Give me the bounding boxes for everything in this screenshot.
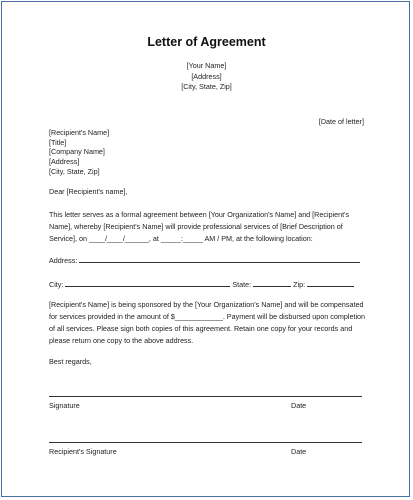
state-blank[interactable] xyxy=(253,278,291,287)
city-blank[interactable] xyxy=(65,278,230,287)
recipient-address: [Address] xyxy=(49,157,80,167)
closing: Best regards, xyxy=(49,357,92,366)
recipient-signature-label: Recipient's Signature xyxy=(49,447,117,456)
sender-block xyxy=(0,61,413,93)
recipient-name: [Recipient's Name] xyxy=(49,128,110,137)
address-field-row xyxy=(49,254,362,265)
compensation-paragraph: [Recipient's Name] is being sponsored by the [Your Organization's Name] and will be compensated for services provided in the amount of $____________. Payment will be disbursed upon completion of all services. Please sign both copies of this agreement. Retain one copy for your records and please return one copy to the above address. xyxy=(49,300,366,345)
zip-label: Zip: xyxy=(293,280,306,289)
city-state-zip-row xyxy=(49,278,362,289)
letter-title: Letter of Agreement xyxy=(147,35,266,49)
greeting: Dear [Recipient's name], xyxy=(49,187,128,196)
signature-label: Signature xyxy=(49,401,80,410)
sender-name: [Your Name] xyxy=(186,61,227,70)
sender-address: [Address] xyxy=(191,71,222,81)
date-label: Date xyxy=(291,401,307,410)
sender-city-state-zip: [City, State, Zip] xyxy=(181,82,232,91)
recipient-company: [Company Name] xyxy=(49,147,105,157)
state-label: State: xyxy=(232,280,252,289)
zip-blank[interactable] xyxy=(307,278,354,287)
city-label: City: xyxy=(49,280,64,289)
signature-line[interactable] xyxy=(49,396,362,397)
recipient-block xyxy=(49,128,109,177)
recipient-signature-line[interactable] xyxy=(49,442,362,443)
recipient-title: [Title] xyxy=(49,137,67,147)
address-label: Address: xyxy=(49,256,78,265)
recipient-date-label: Date xyxy=(291,447,307,456)
recipient-city-state-zip: [City, State, Zip] xyxy=(49,166,100,176)
address-blank[interactable] xyxy=(79,254,360,263)
agreement-paragraph: This letter serves as a formal agreement between [Your Organization's Name] and [Recipient's Name], whereby [Recipient's Name] will provide professional services of [Brief Description of Service], on ____/____/______, at _____:_____ AM / PM, at the following location: xyxy=(49,210,350,243)
letter-date: [Date of letter] xyxy=(318,117,364,126)
